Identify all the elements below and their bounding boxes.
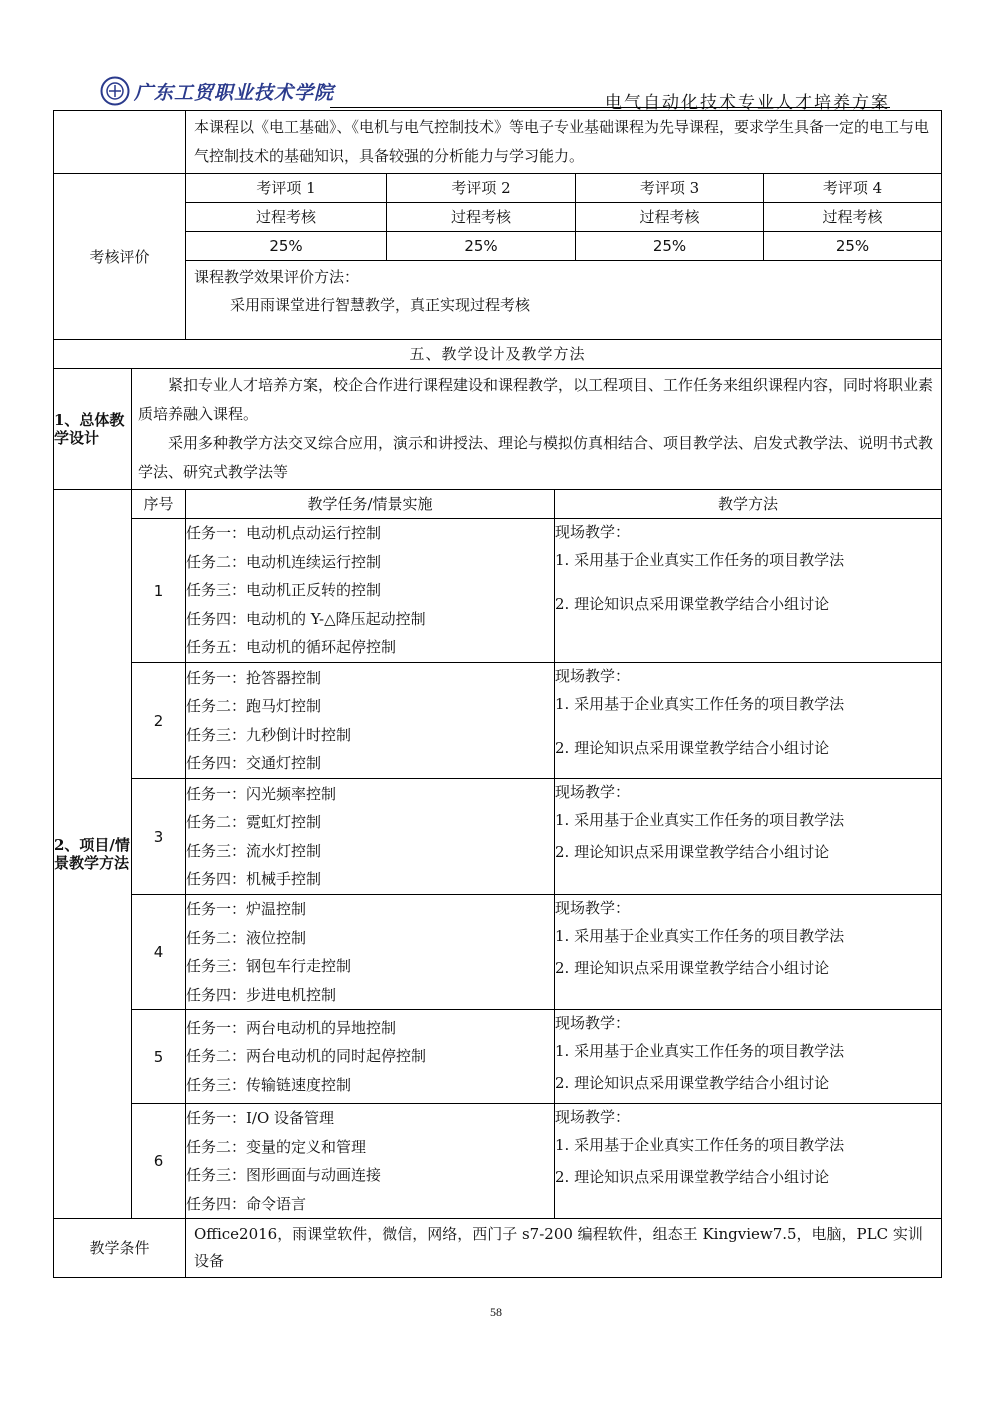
task-item: 任务一：炉温控制 bbox=[186, 900, 307, 918]
prereq-row bbox=[54, 111, 942, 174]
method-line: 1. 采用基于企业真实工作任务的项目教学法 bbox=[555, 811, 845, 829]
overall-design-row bbox=[54, 369, 942, 490]
task-item: 任务二：液位控制 bbox=[186, 928, 307, 947]
overall-design-cell bbox=[132, 369, 942, 490]
project-row bbox=[54, 1104, 942, 1219]
page-header bbox=[100, 74, 890, 113]
method-line: 现场教学： bbox=[555, 1108, 631, 1126]
task-item: 任务三：电动机正反转的控制 bbox=[186, 581, 382, 600]
method-line: 1. 采用基于企业真实工作任务的项目教学法 bbox=[555, 551, 845, 569]
method-line: 2. 理论知识点采用课堂教学结合小组讨论 bbox=[555, 1168, 830, 1186]
document-title: 电气自动化技术专业人才培养方案 bbox=[605, 93, 890, 113]
prereq-label-cell bbox=[54, 111, 186, 174]
task-item: 任务二：电动机连续运行控制 bbox=[186, 552, 382, 571]
assessment-type: 过程考核 bbox=[764, 203, 942, 232]
project-method bbox=[555, 1104, 942, 1219]
task-item: 任务四：步进电机控制 bbox=[186, 985, 337, 1004]
project-number: 1 bbox=[132, 519, 186, 663]
project-task-list bbox=[186, 519, 555, 663]
assessment-method-title: 课程教学效果评价方法： bbox=[194, 268, 360, 286]
projects-header-row bbox=[54, 490, 942, 519]
assessment-item: 考评项 3 bbox=[576, 174, 764, 203]
conditions-label: 教学条件 bbox=[54, 1219, 186, 1278]
project-row bbox=[54, 779, 942, 895]
assessment-item: 考评项 1 bbox=[186, 174, 387, 203]
project-row bbox=[54, 895, 942, 1010]
task-item: 任务三：九秒倒计时控制 bbox=[186, 725, 352, 744]
projects-label: 2、项目/情景教学方法 bbox=[54, 490, 132, 1219]
curriculum-table bbox=[53, 110, 942, 1278]
project-task-list bbox=[186, 1010, 555, 1104]
task-item: 任务一：闪光频率控制 bbox=[186, 784, 337, 803]
assessment-item: 考评项 4 bbox=[764, 174, 942, 203]
method-line: 现场教学： bbox=[555, 1014, 631, 1032]
method-line: 2. 理论知识点采用课堂教学结合小组讨论 bbox=[555, 1074, 830, 1092]
project-task-list bbox=[186, 779, 555, 895]
task-item: 任务五：电动机的循环起停控制 bbox=[186, 638, 397, 657]
method-line: 2. 理论知识点采用课堂教学结合小组讨论 bbox=[555, 843, 830, 861]
task-item: 任务二：两台电动机的同时起停控制 bbox=[186, 1047, 427, 1066]
task-item: 任务二：变量的定义和管理 bbox=[186, 1137, 367, 1156]
assessment-weight: 25% bbox=[186, 232, 387, 261]
overall-design-p1: 紧扣专业人才培养方案，校企合作进行课程建设和课程教学，以工程项目、工作任务来组织课程内容，同时将职业素质培养融入课程。 bbox=[138, 376, 934, 423]
assessment-type: 过程考核 bbox=[186, 203, 387, 232]
assessment-weight: 25% bbox=[387, 232, 576, 261]
task-item: 任务三：钢包车行走控制 bbox=[186, 957, 352, 975]
task-item: 任务四：机械手控制 bbox=[186, 870, 322, 888]
assessment-type: 过程考核 bbox=[387, 203, 576, 232]
method-line: 2. 理论知识点采用课堂教学结合小组讨论 bbox=[555, 959, 830, 977]
assessment-types-row bbox=[54, 203, 942, 232]
page-number: 58 bbox=[490, 1305, 502, 1319]
method-line: 现场教学： bbox=[555, 899, 631, 917]
project-number: 6 bbox=[132, 1104, 186, 1219]
assessment-weight: 25% bbox=[576, 232, 764, 261]
overall-design-label: 1、总体教学设计 bbox=[54, 369, 132, 490]
col-no-header: 序号 bbox=[132, 490, 186, 519]
school-logo-icon bbox=[100, 76, 130, 106]
header-rule bbox=[330, 107, 890, 108]
task-item: 任务三：图形画面与动画连接 bbox=[186, 1166, 382, 1184]
project-method bbox=[555, 895, 942, 1010]
method-line: 1. 采用基于企业真实工作任务的项目教学法 bbox=[555, 695, 845, 713]
conditions-row bbox=[54, 1219, 942, 1278]
method-line: 2. 理论知识点采用课堂教学结合小组讨论 bbox=[555, 595, 830, 613]
project-method bbox=[555, 779, 942, 895]
task-item: 任务一：两台电动机的异地控制 bbox=[186, 1018, 397, 1037]
task-item: 任务四：电动机的 Y-△降压起动控制 bbox=[186, 609, 426, 628]
task-item: 任务一：抢答器控制 bbox=[186, 668, 322, 687]
col-method-header: 教学方法 bbox=[555, 490, 942, 519]
project-number: 2 bbox=[132, 663, 186, 779]
method-line: 现场教学： bbox=[555, 783, 631, 801]
assessment-weights-row bbox=[54, 232, 942, 261]
method-line: 1. 采用基于企业真实工作任务的项目教学法 bbox=[555, 1136, 845, 1154]
assessment-weight: 25% bbox=[764, 232, 942, 261]
assessment-type: 过程考核 bbox=[576, 203, 764, 232]
project-method bbox=[555, 1010, 942, 1104]
task-item: 任务三：流水灯控制 bbox=[186, 841, 322, 860]
project-method bbox=[555, 663, 942, 779]
assessment-label: 考核评价 bbox=[54, 174, 186, 340]
school-logo-text: 广东工贸职业技术学院 bbox=[134, 82, 335, 104]
task-item: 任务二：霓虹灯控制 bbox=[186, 813, 322, 831]
assessment-item: 考评项 2 bbox=[387, 174, 576, 203]
project-number: 3 bbox=[132, 779, 186, 895]
task-item: 任务四：交通灯控制 bbox=[186, 754, 322, 772]
assessment-items-row bbox=[54, 174, 942, 203]
assessment-method-text: 采用雨课堂进行智慧教学，真正实现过程考核 bbox=[230, 296, 531, 314]
project-task-list bbox=[186, 895, 555, 1010]
assessment-method-row bbox=[54, 261, 942, 340]
project-row bbox=[54, 663, 942, 779]
overall-design-p2: 采用多种教学方法交叉综合应用，演示和讲授法、理论与模拟仿真相结合、项目教学法、启发式教学法、说明书式教学法、研究式教学法等 bbox=[138, 434, 934, 481]
method-line: 1. 采用基于企业真实工作任务的项目教学法 bbox=[555, 1042, 845, 1060]
project-row bbox=[54, 519, 942, 663]
conditions-text: Office2016，雨课堂软件，微信，网络，西门子 s7-200 编程软件，组态王 Kingview7.5，电脑，PLC 实训设备 bbox=[186, 1219, 942, 1278]
project-row bbox=[54, 1010, 942, 1104]
project-number: 4 bbox=[132, 895, 186, 1010]
project-number: 5 bbox=[132, 1010, 186, 1104]
project-task-list bbox=[186, 1104, 555, 1219]
section-title: 五、教学设计及教学方法 bbox=[54, 340, 942, 369]
col-task-header: 教学任务/情景实施 bbox=[186, 490, 555, 519]
method-line: 现场教学： bbox=[555, 523, 631, 541]
method-line: 2. 理论知识点采用课堂教学结合小组讨论 bbox=[555, 739, 830, 757]
project-task-list bbox=[186, 663, 555, 779]
task-item: 任务一：I/O 设备管理 bbox=[186, 1109, 335, 1127]
project-method bbox=[555, 519, 942, 663]
prereq-text: 本课程以《电工基础》、《电机与电气控制技术》等电子专业基础课程为先导课程，要求学生具备一定的电工与电气控制技术的基础知识，具备较强的分析能力与学习能力。 bbox=[186, 111, 942, 174]
task-item: 任务一：电动机点动运行控制 bbox=[186, 524, 382, 543]
task-item: 任务三：传输链速度控制 bbox=[186, 1075, 352, 1094]
section-title-row bbox=[54, 340, 942, 369]
assessment-method-cell bbox=[186, 261, 942, 340]
method-line: 1. 采用基于企业真实工作任务的项目教学法 bbox=[555, 927, 845, 945]
task-item: 任务二：跑马灯控制 bbox=[186, 697, 322, 715]
task-item: 任务四：命令语言 bbox=[186, 1194, 307, 1213]
method-line: 现场教学： bbox=[555, 667, 631, 685]
